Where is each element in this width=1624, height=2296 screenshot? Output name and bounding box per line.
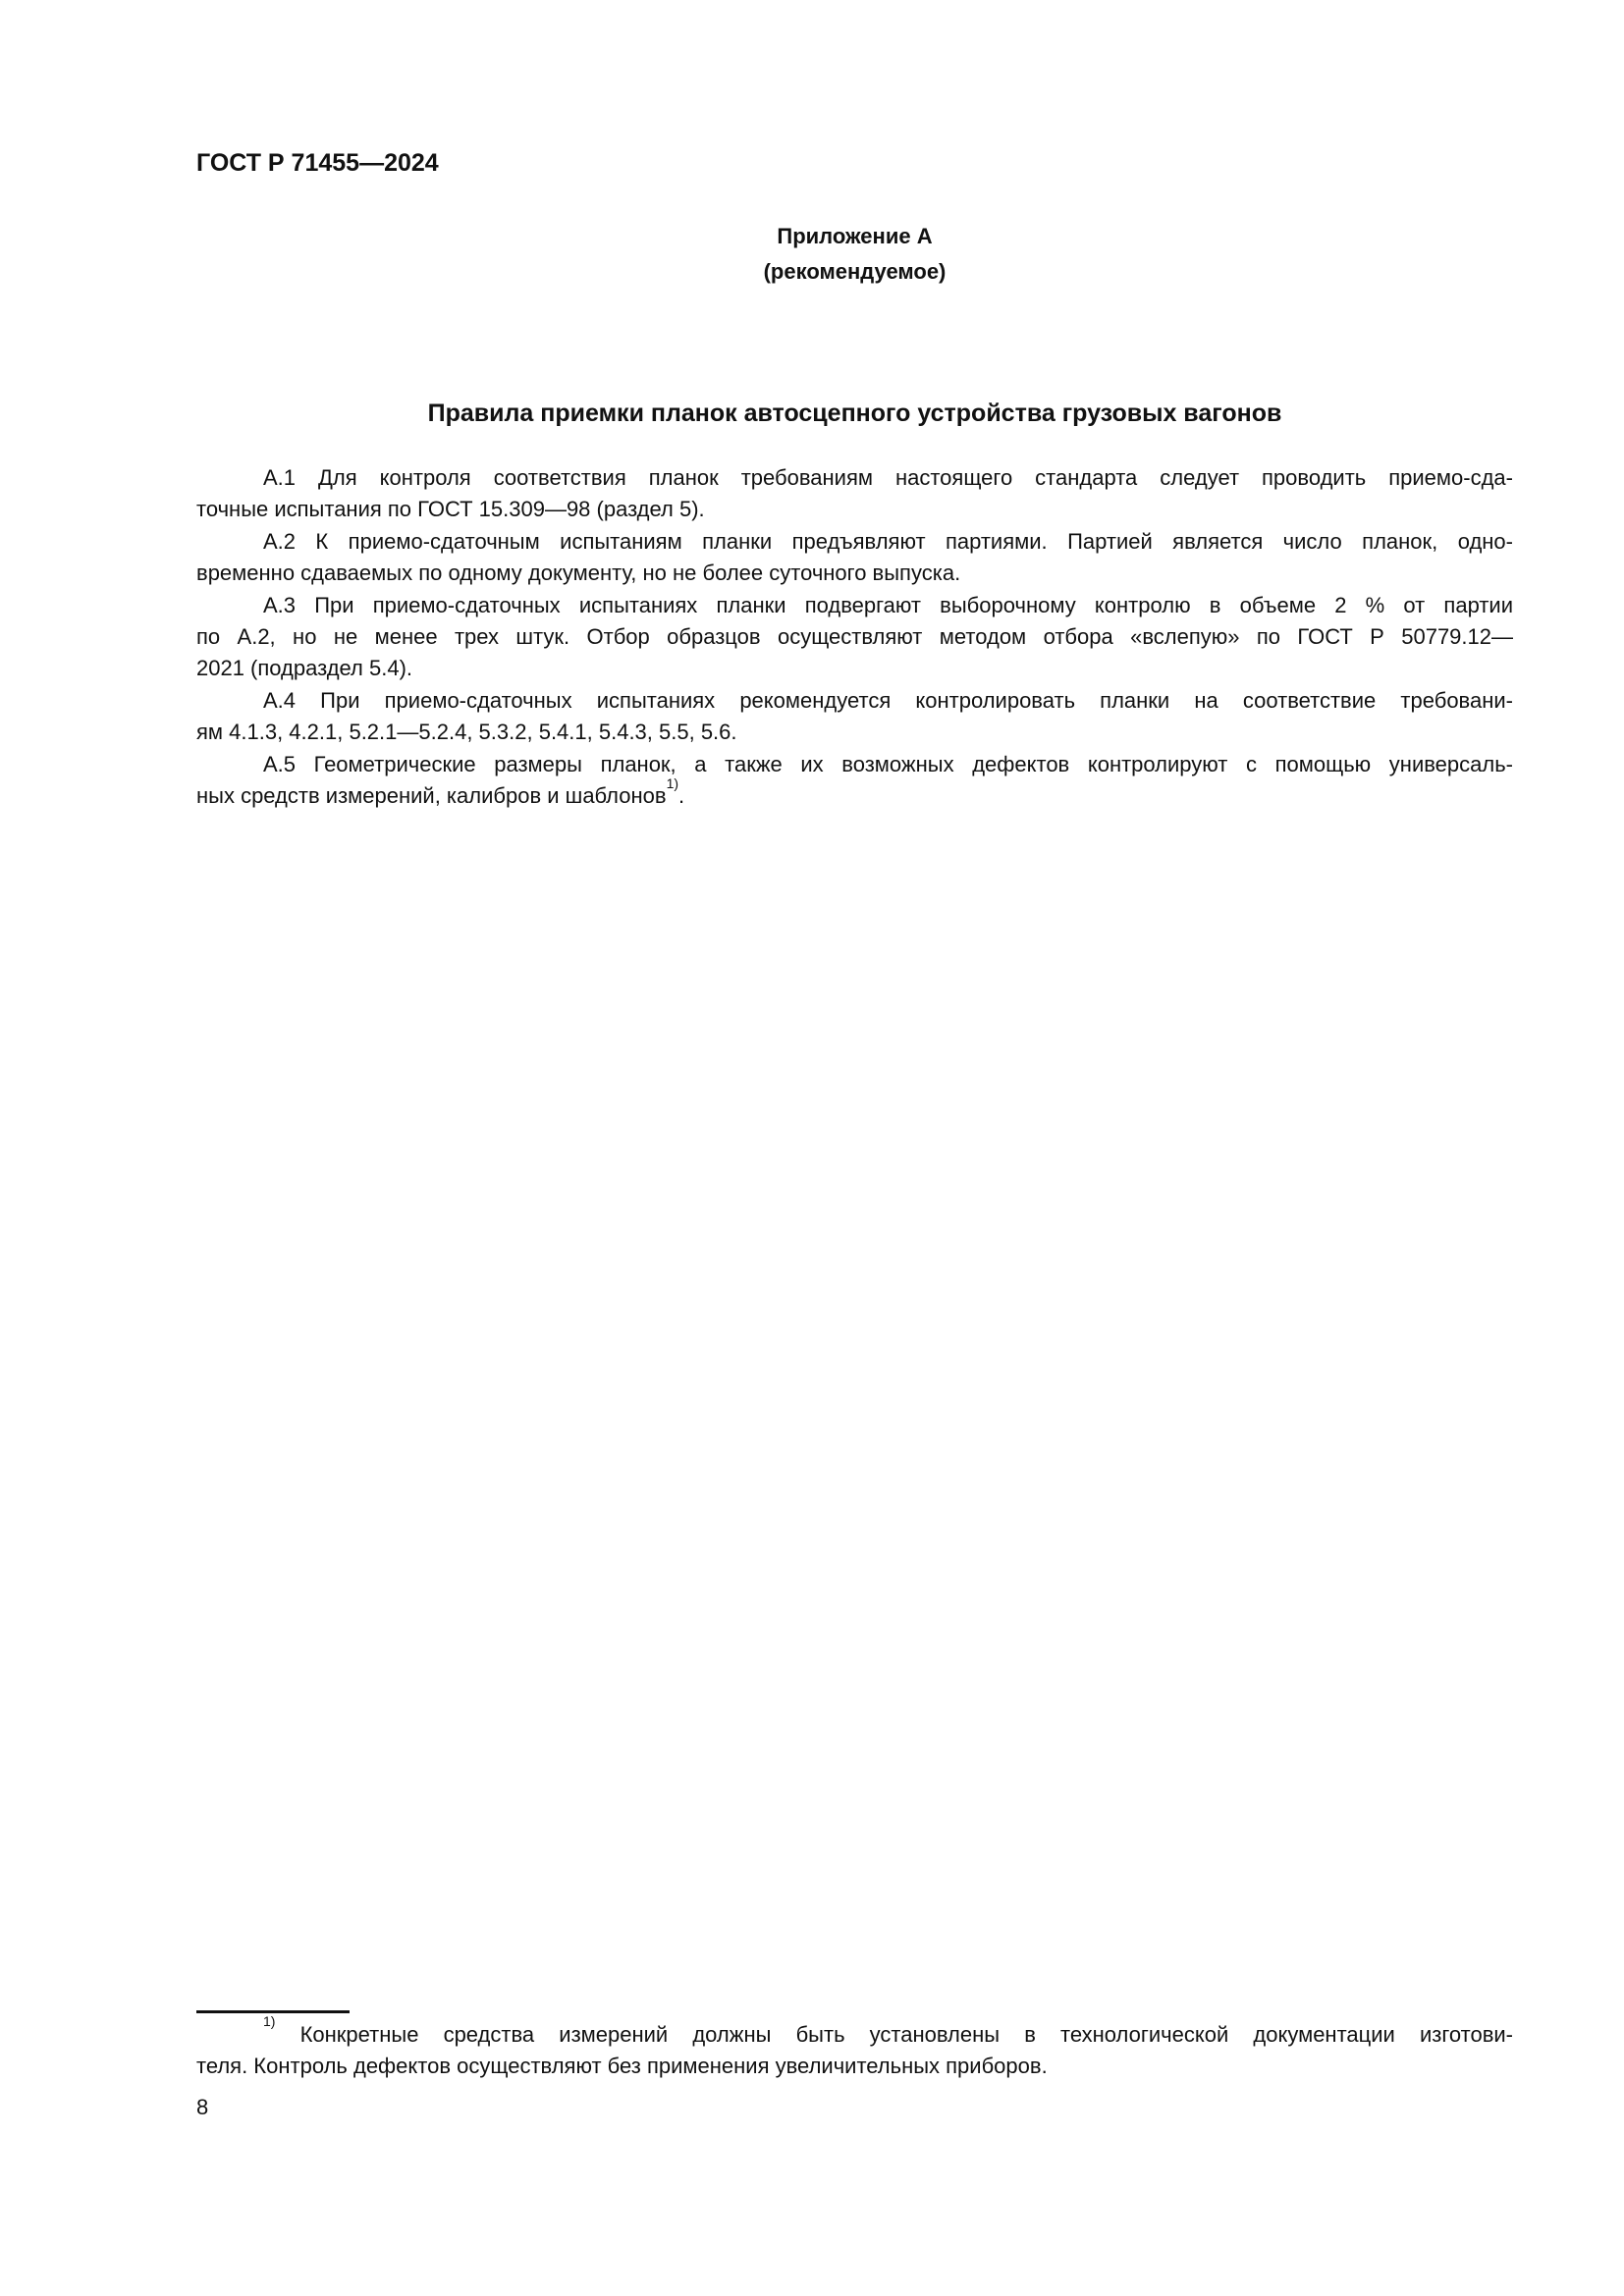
text-line: ям 4.1.3, 4.2.1, 5.2.1—5.2.4, 5.3.2, 5.4.1, 5.4.3, 5.5, 5.6.: [196, 720, 737, 745]
section-title: Правила приемки планок автосцепного устройства грузовых вагонов: [427, 400, 1282, 427]
appendix-title: Приложение А: [777, 224, 933, 248]
body-text: [196, 462, 1513, 812]
footnote: [196, 2013, 1513, 2082]
footnote-reference[interactable]: 1): [666, 774, 679, 791]
text-line: точные испытания по ГОСТ 15.309—98 (раздел 5).: [196, 497, 705, 522]
paragraph-a2: [196, 526, 1513, 590]
paragraph-a5: [196, 749, 1513, 813]
text-segment: .: [678, 782, 685, 808]
document-header: ГОСТ Р 71455—2024: [196, 149, 439, 177]
text-line: А.5 Геометрические размеры планок, а также их возможных дефектов контролируют с помощью универсаль-: [263, 751, 1513, 776]
page-number: 8: [196, 2095, 209, 2119]
text-line: А.1 Для контроля соответствия планок требованиям настоящего стандарта следует проводить приемо-сда-: [263, 465, 1513, 490]
paragraph-a4: [196, 685, 1513, 749]
paragraph-a3: [196, 590, 1513, 685]
text-line: А.4 При приемо-сдаточных испытаниях рекомендуется контролировать планки на соответствие требовани-: [263, 687, 1513, 713]
text-segment: Конкретные средства измерений должны быть установлены в технологической документации изготови-: [299, 2022, 1513, 2047]
text-segment: ных средств измерений, калибров и шаблонов: [196, 782, 667, 808]
paragraph-a1: [196, 462, 1513, 526]
appendix-status: (рекомендуемое): [763, 259, 947, 284]
text-line: теля. Контроль дефектов осуществляют без применения увеличительных приборов.: [196, 2054, 1048, 2079]
text-line: 2021 (подраздел 5.4).: [196, 656, 413, 681]
footnote-marker: 1): [263, 2013, 276, 2029]
text-line: временно сдаваемых по одному документу, но не более суточного выпуска.: [196, 561, 961, 586]
text-line: [196, 774, 1513, 812]
text-line: А.3 При приемо-сдаточных испытаниях планки подвергают выборочному контролю в объеме 2 % от партии: [263, 592, 1513, 617]
text-line: по А.2, но не менее трех штук. Отбор образцов осуществляют методом отбора «вслепую» по ГОСТ Р 50779.12—: [196, 623, 1513, 649]
text-line: [196, 2013, 1513, 2050]
text-line: А.2 К приемо-сдаточным испытаниям планки предъявляют партиями. Партией является число планок, одно-: [263, 528, 1513, 554]
